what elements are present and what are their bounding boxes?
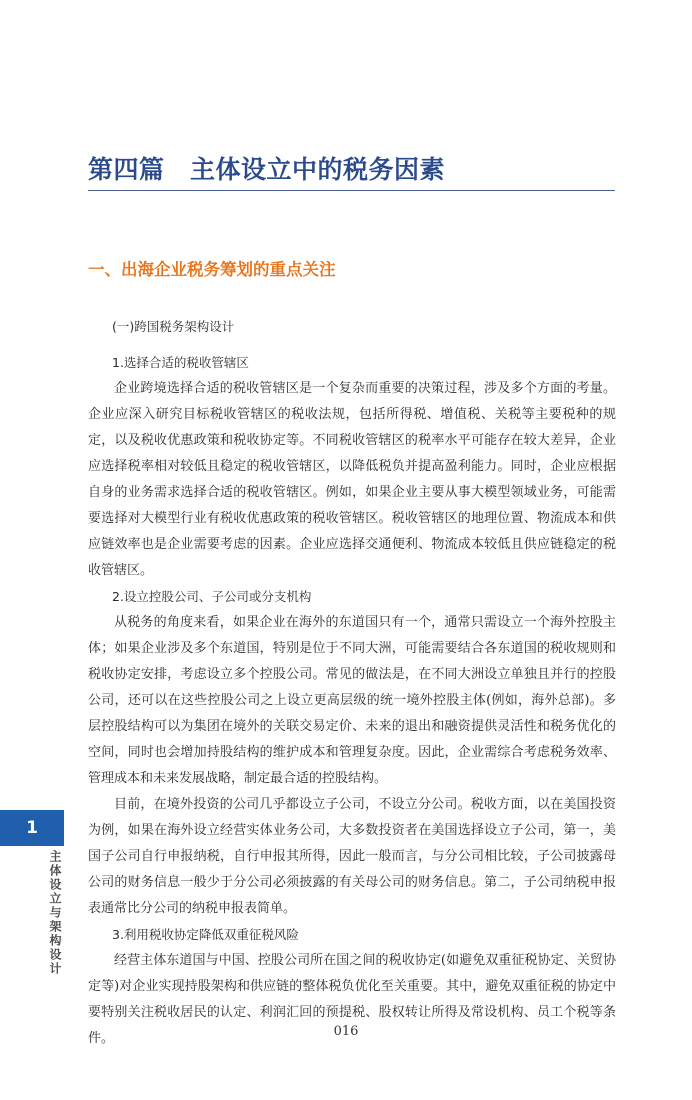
item-heading: 3.利用税收协定降低双重征税风险 <box>112 927 299 942</box>
paragraph: 企业跨境选择合适的税收管辖区是一个复杂而重要的决策过程，涉及多个方面的考量。企业应深入研究目标税收管辖区的税收法规，包括所得税、增值税、关税等主要税种的规定，以及税收优惠政策和税收协定等。不同税收管辖区的税率水平可能存在较大差异，企业应选择税率相对较低且稳定的税收管辖区，以降低税负并提高盈利能力。同时，企业应根据自身的业务需求选择合适的税收管辖区。例如，如果企业主要从事大模型领域业务，可能需要选择对大模型行业有税收优惠政策的税收管辖区。税收管辖区的地理位置、物流成本和供应链效率也是企业需要考虑的因素。企业应选择交通便利、物流成本较低且供应链稳定的税收管辖区。 <box>88 381 616 578</box>
subsection-title: (一)跨国税务架构设计 <box>112 319 235 334</box>
chapter-number: 1 <box>26 818 38 838</box>
section-heading: 一、出海企业税务筹划的重点关注 <box>88 260 336 279</box>
chapter-tab <box>0 810 64 846</box>
body-content <box>88 314 616 1052</box>
item-heading: 2.设立控股公司、子公司或分支机构 <box>112 589 312 604</box>
page-number: 016 <box>333 1024 359 1039</box>
paragraph: 从税务的角度来看，如果企业在海外的东道国只有一个，通常只需设立一个海外控股主体；如果企业涉及多个东道国，特别是位于不同大洲，可能需要结合各东道国的税收规则和税收协定安排，考虑设立多个控股公司。常见的做法是，在不同大洲设立单独且并行的控股公司，还可以在这些控股公司之上设立更高层级的统一境外控股主体(例如，海外总部)。多层控股结构可以为集团在境外的关联交易定价、未来的退出和融资提供灵活性和税务优化的空间，同时也会增加持股结构的维护成本和管理复杂度。因此，企业需综合考虑税务效率、管理成本和未来发展战略，制定最合适的控股结构。 <box>88 615 616 786</box>
paragraph: 目前，在境外投资的公司几乎都设立子公司，不设立分公司。税收方面，以在美国投资为例，如果在海外设立经营实体业务公司，大多数投资者在美国选择设立子公司，第一，美国子公司自行申报纳税，自行申报其所得，因此一般而言，与分公司相比较，子公司披露母公司的财务信息一般少于分公司必须披露的有关母公司的财务信息。第二，子公司纳税申报表通常比分公司的纳税申报表简单。 <box>88 797 616 916</box>
chapter-label: 主体设立与架构设计 <box>48 850 62 976</box>
paragraph: 经营主体东道国与中国、控股公司所在国之间的税收协定(如避免双重征税协定、关贸协定等)对企业实现持股架构和供应链的整体税负优化至关重要。其中，避免双重征税的协定中要特别关注税收居民的认定、利润汇回的预提税、股权转让所得及常设机构、员工个税等条件。 <box>88 953 616 1046</box>
title-divider <box>88 190 615 191</box>
item-heading: 1.选择合适的税收管辖区 <box>112 355 249 370</box>
part-title: 第四篇 主体设立中的税务因素 <box>88 155 446 184</box>
